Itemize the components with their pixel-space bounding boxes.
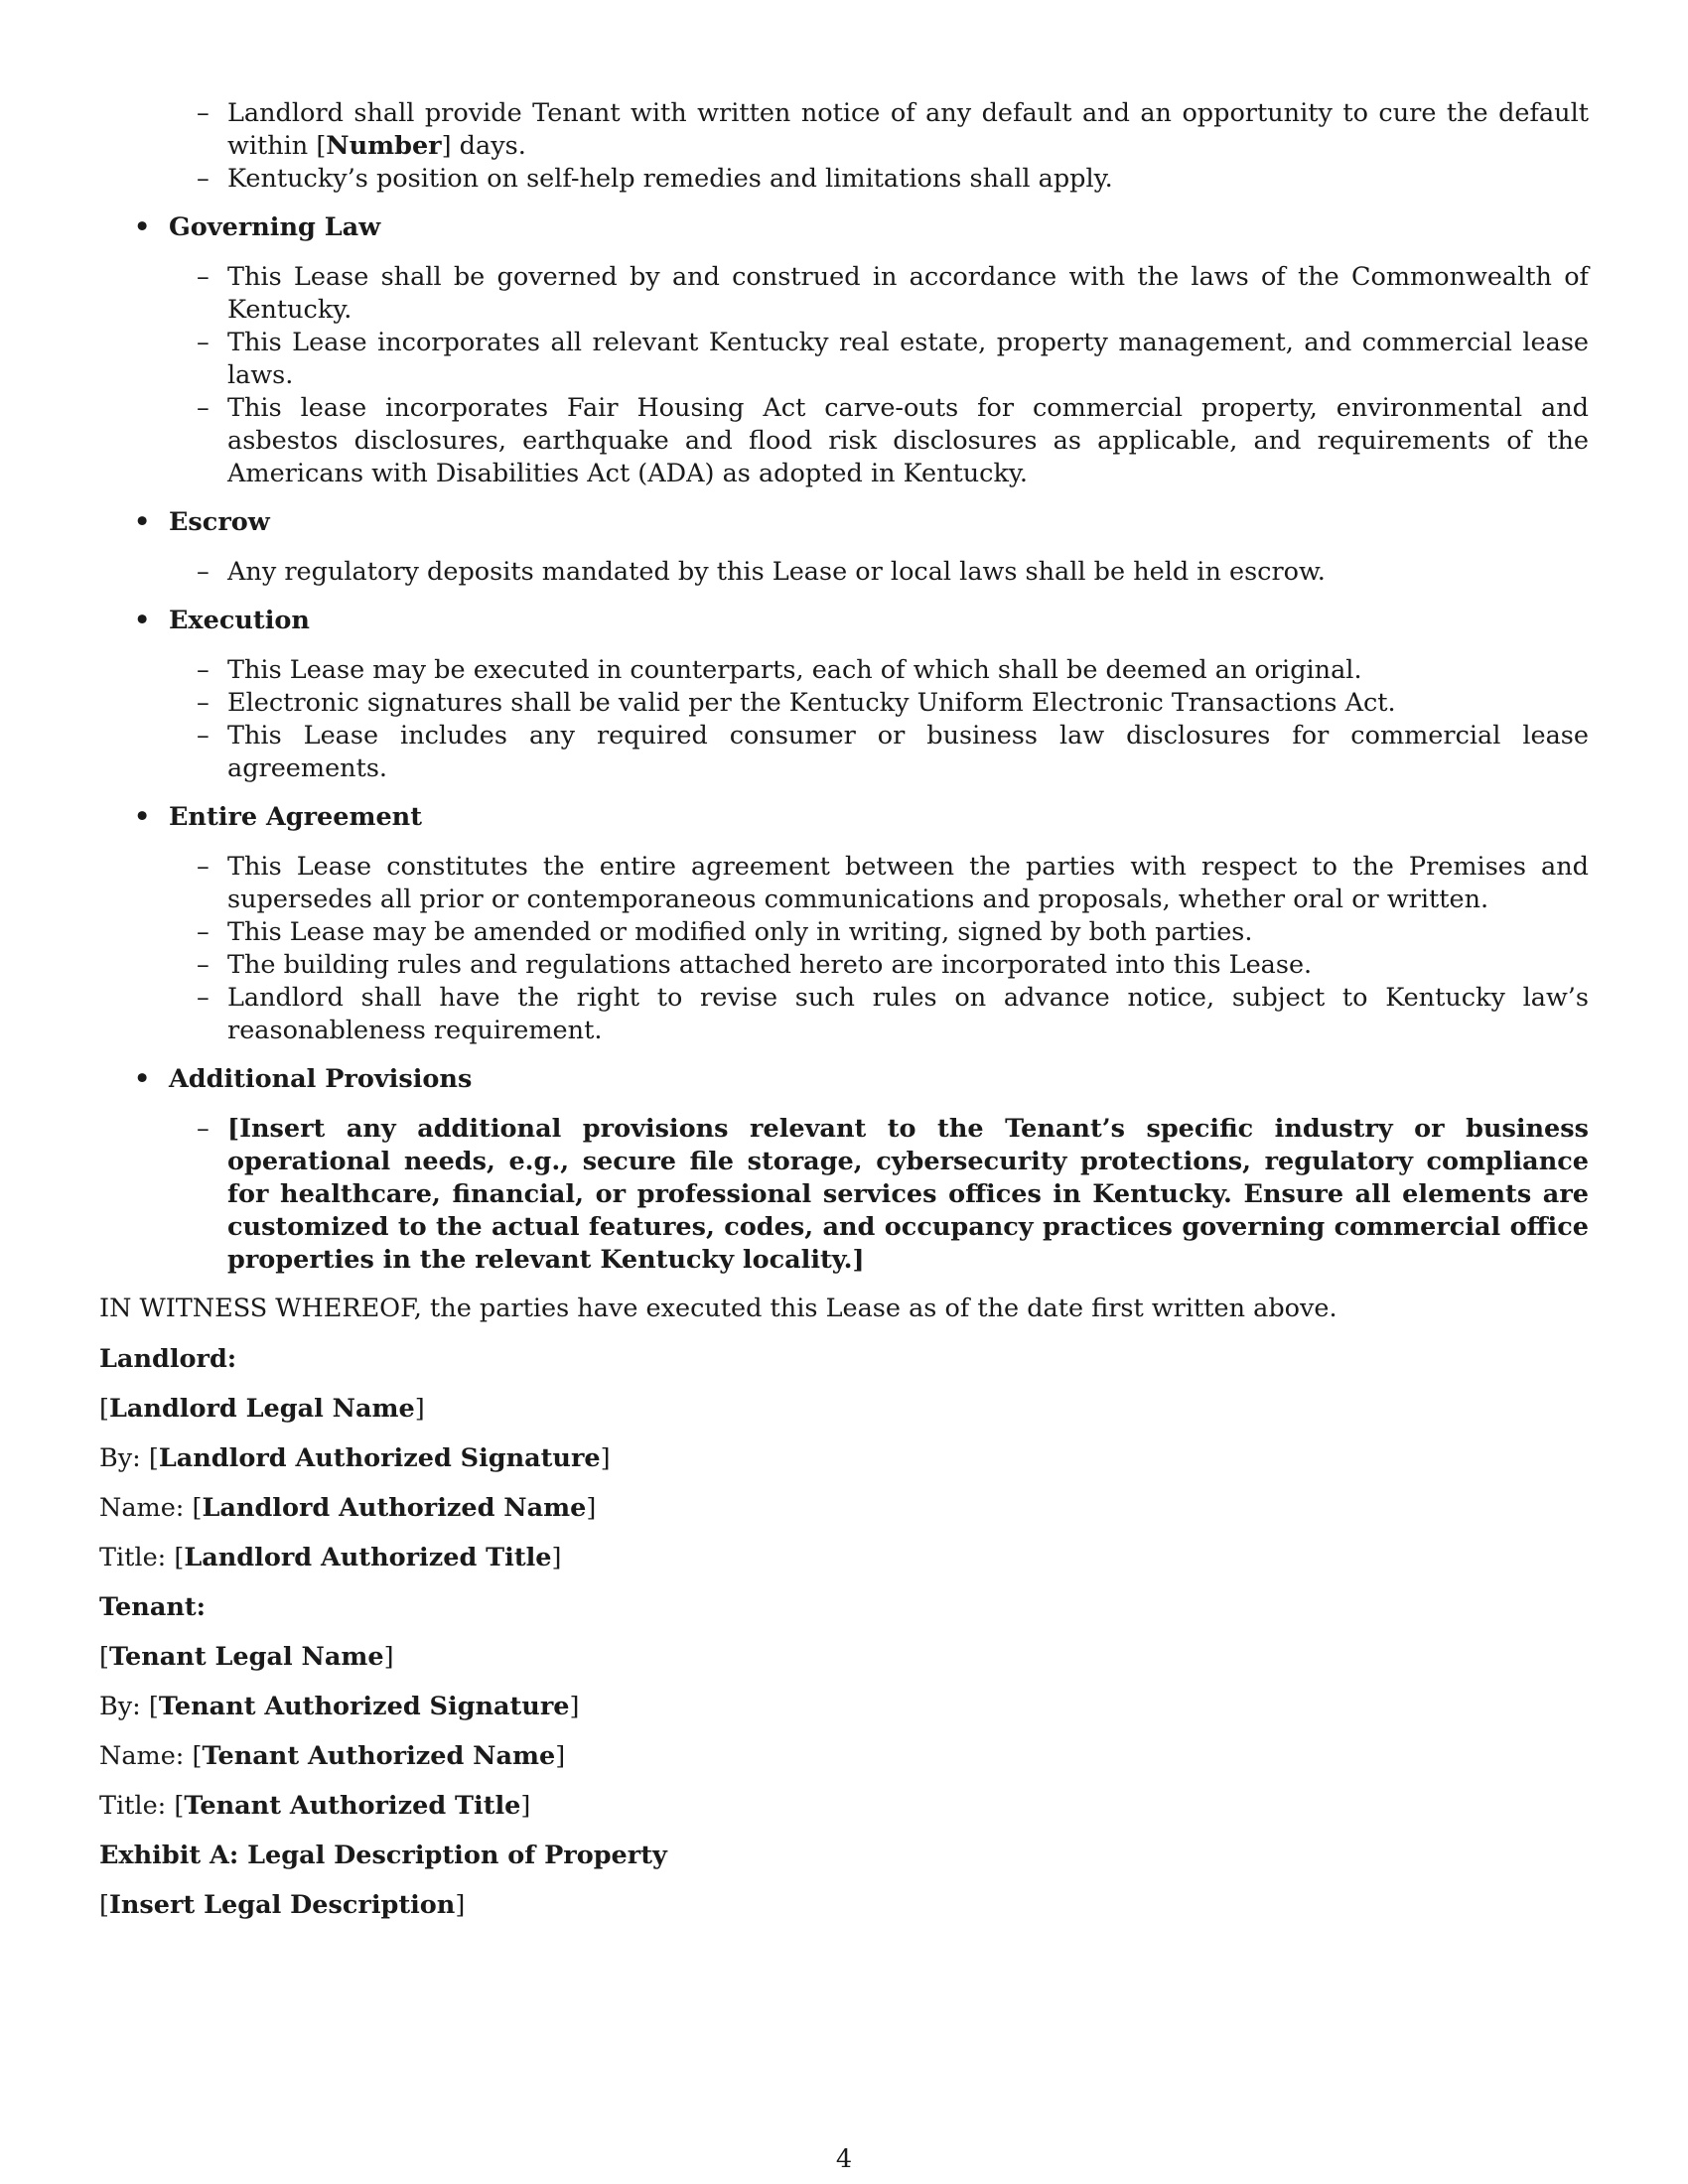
section-execution <box>99 605 1589 785</box>
section-items <box>99 851 1589 1047</box>
list-item: – This Lease constitutes the entire agreement between the parties with respect to the Premises and supersedes all prior or contemporaneous communications and proposals, whether oral or written. <box>197 852 1589 914</box>
tenant-signature-block <box>99 1591 1589 1823</box>
section-heading: • Escrow <box>134 507 270 537</box>
section-heading: • Execution <box>134 606 310 635</box>
landlord-legal-name: [Landlord Legal Name] <box>99 1394 425 1424</box>
exhibit-placeholder: [Insert Legal Description] <box>99 1890 466 1920</box>
exhibit-block <box>99 1840 1589 1922</box>
tenant-signature-line: By: [Tenant Authorized Signature] <box>99 1692 580 1721</box>
witness-clause: IN WITNESS WHEREOF, the parties have executed this Lease as of the date first written above. <box>99 1294 1337 1323</box>
section-items <box>99 654 1589 785</box>
list-item: – The building rules and regulations attached hereto are incorporated into this Lease. <box>197 950 1313 980</box>
section-governing-law <box>99 211 1589 490</box>
list-item: – This Lease shall be governed by and construed in accordance with the laws of the Commonwealth of Kentucky. <box>197 262 1589 325</box>
continued-list <box>99 97 1589 196</box>
section-items <box>99 556 1589 589</box>
tenant-heading: Tenant: <box>99 1592 207 1622</box>
landlord-title-line: Title: [Landlord Authorized Title] <box>99 1543 562 1572</box>
bullet-icon: • <box>134 212 151 242</box>
document-page <box>99 97 1589 1939</box>
list-item: – Kentucky’s position on self-help remedies and limitations shall apply. <box>197 164 1113 194</box>
section-additional-provisions <box>99 1063 1589 1277</box>
exhibit-heading: Exhibit A: Legal Description of Property <box>99 1841 667 1870</box>
section-escrow <box>99 506 1589 589</box>
list-item: – This Lease includes any required consumer or business law disclosures for commercial lease agreements. <box>197 721 1589 783</box>
tenant-name-line: Name: [Tenant Authorized Name] <box>99 1741 566 1771</box>
landlord-name-line: Name: [Landlord Authorized Name] <box>99 1493 597 1523</box>
section-items <box>99 261 1589 490</box>
list-item: – This Lease may be amended or modified only in writing, signed by both parties. <box>197 917 1253 947</box>
bullet-icon: • <box>134 606 151 635</box>
tenant-legal-name: [Tenant Legal Name] <box>99 1642 394 1672</box>
list-item: – [Insert any additional provisions relevant to the Tenant’s specific industry or business operational needs, e.g., secure file storage, cybersecurity protections, regulatory compliance for healthcare, financial, or professional services offices in Kentucky. Ensure all elements are customized to the actual features, codes, and occupancy practices governing commercial office properties in the relevant Kentucky locality.] <box>197 1114 1589 1275</box>
list-item: – Electronic signatures shall be valid per the Kentucky Uniform Electronic Transactions Act. <box>197 688 1396 718</box>
list-item: – Landlord shall provide Tenant with written notice of any default and an opportunity to cure the default within [Number] days. <box>197 98 1589 161</box>
bullet-icon: • <box>134 802 151 832</box>
page-number: 4 <box>835 2144 853 2174</box>
list-item: – Any regulatory deposits mandated by this Lease or local laws shall be held in escrow. <box>197 557 1326 587</box>
list-item: – This lease incorporates Fair Housing Act carve-outs for commercial property, environmental and asbestos disclosures, earthquake and flood risk disclosures as applicable, and requirements of the Americans with Disabilities Act (ADA) as adopted in Kentucky. <box>197 393 1589 488</box>
list-item: – This Lease may be executed in counterparts, each of which shall be deemed an original. <box>197 655 1362 685</box>
bullet-icon: • <box>134 507 151 537</box>
landlord-heading: Landlord: <box>99 1344 237 1374</box>
tenant-title-line: Title: [Tenant Authorized Title] <box>99 1791 531 1821</box>
landlord-signature-block <box>99 1343 1589 1574</box>
list-item: – This Lease incorporates all relevant Kentucky real estate, property management, and commercial lease laws. <box>197 328 1589 390</box>
landlord-signature-line: By: [Landlord Authorized Signature] <box>99 1443 611 1473</box>
section-items <box>99 1113 1589 1277</box>
section-entire-agreement <box>99 801 1589 1047</box>
section-heading: • Governing Law <box>134 212 381 242</box>
section-heading: • Additional Provisions <box>134 1064 473 1094</box>
section-heading: • Entire Agreement <box>134 802 422 832</box>
bullet-icon: • <box>134 1064 151 1094</box>
list-item: – Landlord shall have the right to revise such rules on advance notice, subject to Kentucky law’s reasonableness requirement. <box>197 983 1589 1045</box>
